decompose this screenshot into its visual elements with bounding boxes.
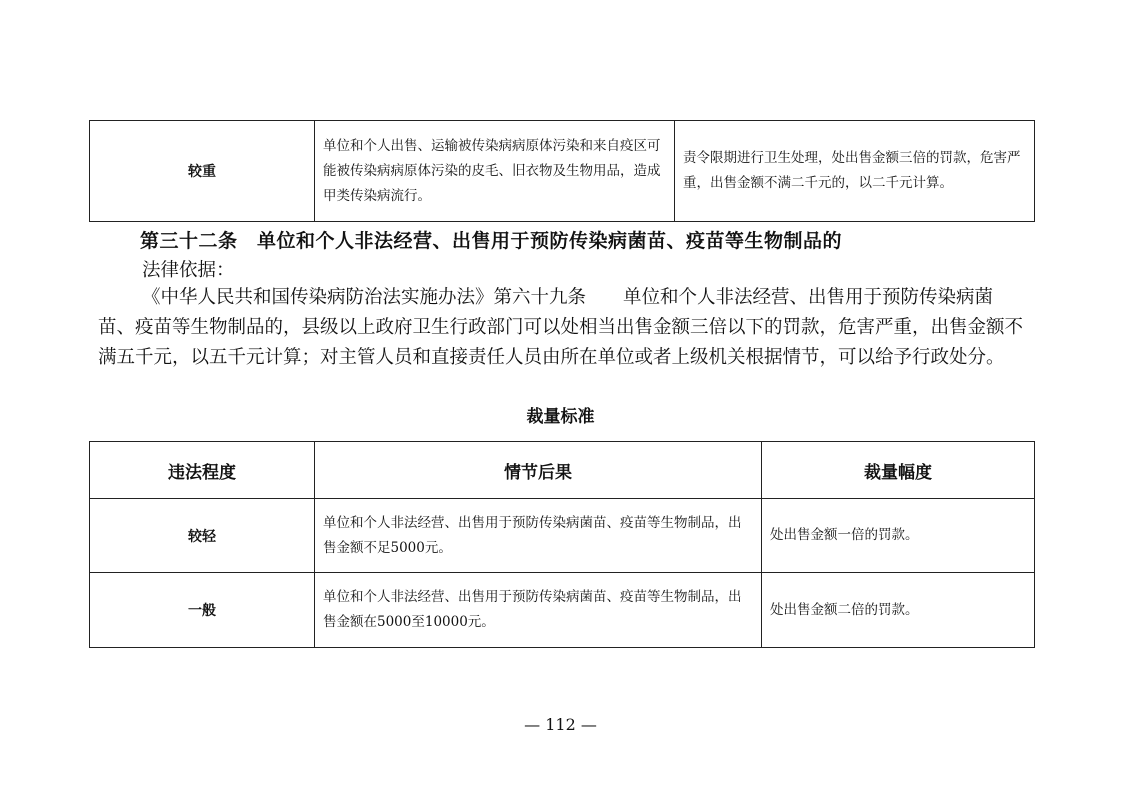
column-header-penalty: 裁量幅度	[762, 442, 1035, 499]
penalty-cell: 处出售金额一倍的罚款。	[762, 499, 1035, 573]
basis-text: 《中华人民共和国传染病防治法实施办法》第六十九条 单位和个人非法经营、出售用于预防传染病菌苗、疫苗等生物制品的，县级以上政府卫生行政部门可以处相当出售金额三倍以下的罚款，危害严重，出售金额不满五千元，以五千元计算；对主管人员和直接责任人员由所在单位或者上级机关根据情节，可以给予行政处分。	[98, 287, 1024, 368]
degree-cell: 较重	[90, 121, 315, 222]
circumstance-cell: 单位和个人非法经营、出售用于预防传染病菌苗、疫苗等生物制品，出售金额在5000至10000元。	[315, 573, 762, 648]
column-header-circumstance: 情节后果	[315, 442, 762, 499]
standard-title: 裁量标准	[526, 407, 595, 427]
penalty-cell: 责令限期进行卫生处理，处出售金额三倍的罚款，危害严重，出售金额不满二千元的，以二千元计算。	[675, 121, 1035, 222]
standard-table	[89, 441, 1035, 648]
degree-cell: 较轻	[90, 499, 315, 573]
page-number: — 112 —	[524, 715, 597, 734]
column-header-degree: 违法程度	[90, 442, 315, 499]
circumstance-cell: 单位和个人出售、运输被传染病病原体污染和来自疫区可能被传染病病原体污染的皮毛、旧衣物及生物用品，造成甲类传染病流行。	[315, 121, 675, 222]
article-title: 第三十二条 单位和个人非法经营、出售用于预防传染病菌苗、疫苗等生物制品的	[140, 230, 843, 252]
table-row	[90, 499, 1035, 573]
table-row	[90, 121, 1035, 222]
table-row	[90, 573, 1035, 648]
circumstance-cell: 单位和个人非法经营、出售用于预防传染病菌苗、疫苗等生物制品，出售金额不足5000元。	[315, 499, 762, 573]
penalty-cell: 处出售金额二倍的罚款。	[762, 573, 1035, 648]
degree-cell: 一般	[90, 573, 315, 648]
continued-standard-table	[89, 120, 1035, 222]
table-header-row	[90, 442, 1035, 499]
basis-label: 法律依据：	[142, 260, 235, 281]
